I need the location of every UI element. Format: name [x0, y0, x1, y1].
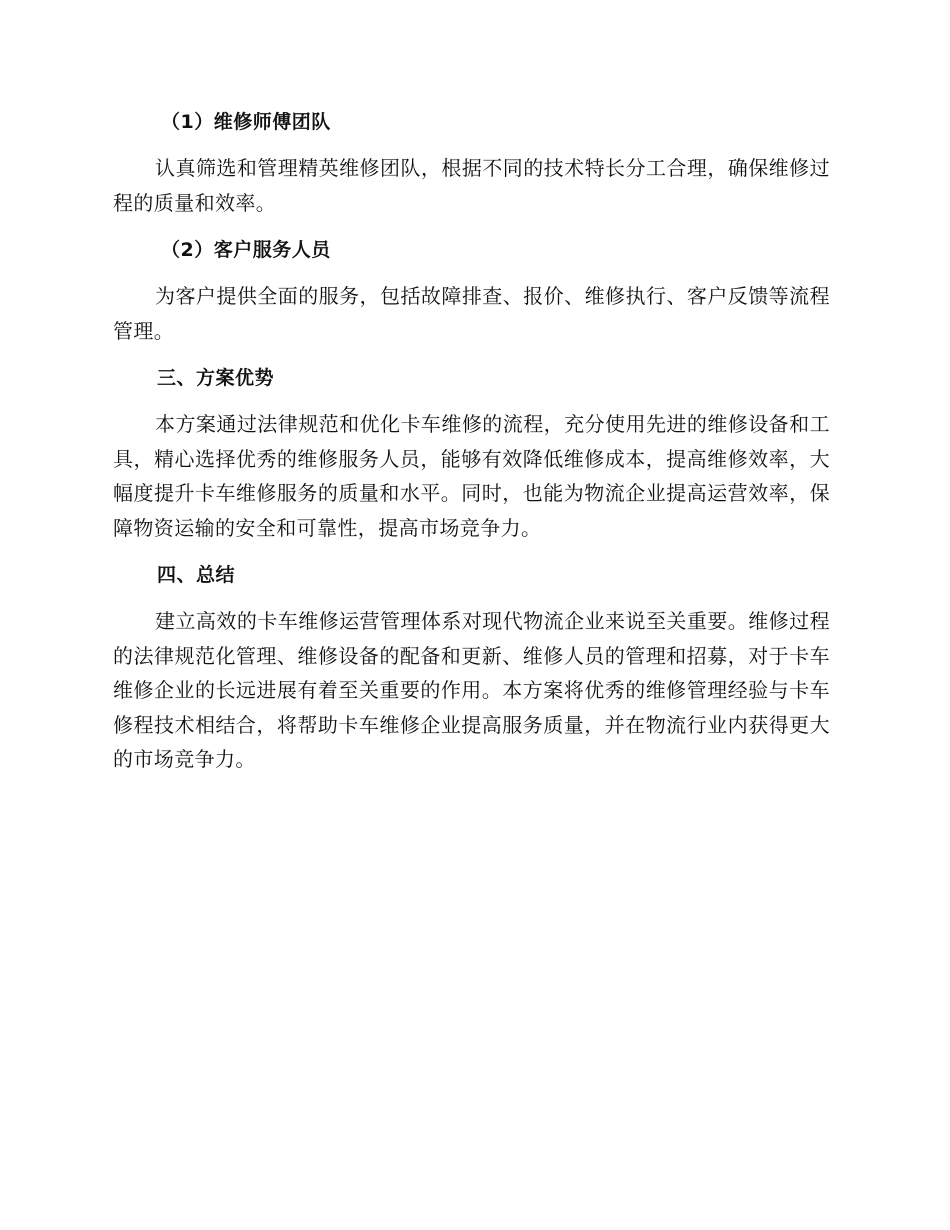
section-paragraph-customer-service: 为客户提供全面的服务，包括故障排查、报价、维修执行、客户反馈等流程管理。 — [113, 284, 830, 343]
document-body — [113, 108, 830, 777]
section-paragraph-repair-team: 认真筛选和管理精英维修团队，根据不同的技术特长分工合理，确保维修过程的质量和效率。 — [113, 156, 830, 215]
section-heading-repair-team: （1）维修师傅团队 — [161, 111, 331, 133]
section-heading-summary: 四、总结 — [157, 564, 236, 586]
section-heading-customer-service: （2）客户服务人员 — [161, 239, 331, 261]
section-heading-advantages: 三、方案优势 — [157, 367, 275, 389]
section-paragraph-summary: 建立高效的卡车维修运营管理体系对现代物流企业来说至关重要。维修过程的法律规范化管理、维修设备的配备和更新、维修人员的管理和招募，对于卡车维修企业的长远进展有着至关重要的作用。本方案将优秀的维修管理经验与卡车修程技术相结合，将帮助卡车维修企业提高服务质量，并在物流行业内获得更大的市场竞争力。 — [113, 609, 830, 771]
section-paragraph-advantages: 本方案通过法律规范和优化卡车维修的流程，充分使用先进的维修设备和工具，精心选择优秀的维修服务人员，能够有效降低维修成本，提高维修效率，大幅度提升卡车维修服务的质量和水平。同时，也能为物流企业提高运营效率，保障物资运输的安全和可靠性，提高市场竞争力。 — [113, 412, 830, 540]
